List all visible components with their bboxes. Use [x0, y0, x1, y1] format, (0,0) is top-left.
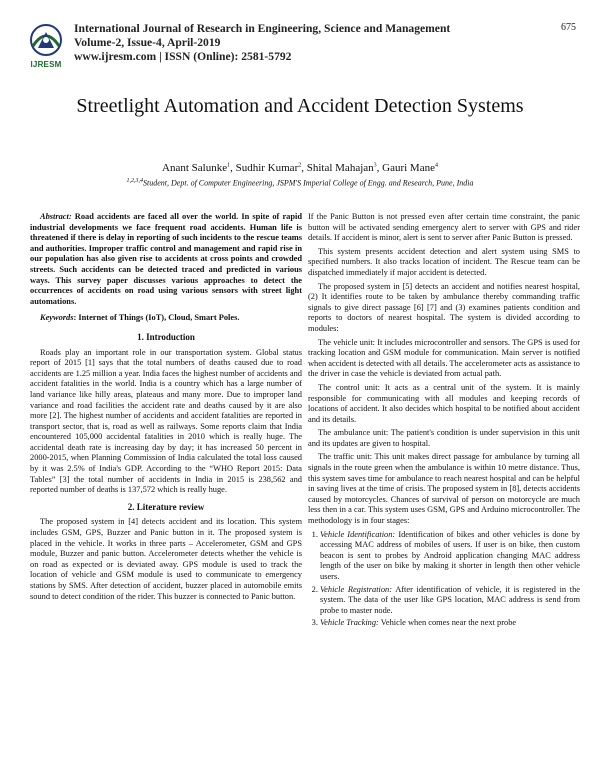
affiliation: [40, 178, 560, 188]
author-sup: 2: [298, 162, 302, 169]
journal-logo: [24, 22, 68, 70]
author-sup: 3: [373, 162, 377, 169]
author: Sudhir Kumar: [235, 162, 299, 174]
journal-name: International Journal of Research in Engineering, Science and Management: [74, 22, 451, 35]
journal-header: [24, 22, 576, 70]
paragraph: The proposed system in [5] detects an accident and notifies nearest hospital, (2) It identifies route to be taken by ambulance thereby commanding traffic signals to give direct passage [6] [7] and (3) examines patients condition and reports to doctors of nearest hospital. The system is divided according to modules:: [308, 281, 580, 333]
list-item: [320, 618, 580, 629]
keywords-label: Keywords: [40, 313, 74, 323]
paragraph: The vehicle unit: It includes microcontroller and sensors. The GPS is used for tracking location and GSM module for communication. Main server is notified when accident is detected with all details. The accelerometer acts as assistance to the driver in case the vehicle is deviated from actual path.: [308, 337, 580, 379]
logo-emblem-icon: [24, 22, 68, 60]
journal-volume: Volume-2, Issue-4, April-2019: [74, 36, 221, 49]
paragraph: This system presents accident detection and alert system using SMS to specified numbers. It also tracks location of incident. The Rescue team can be dispatched immediately if major accident is detected.: [308, 246, 580, 277]
literature-paragraph: The proposed system in [4] detects accident and its location. This system includes GSM, GPS, Buzzer and Panic button in it. The proposed system is placed in the vehicle. It works in three parts – Accelerometer, GSM and GPS module, Buzzer and panic button. Accelerometer detects whether the vehicle is on road as expected or is deviated away. GPS module is used to track the location of vehicle and GSM module is used to communicate to emergency stations by SMS. After detection of accident, buzzer placed in automobile emits sound to detect condition of the rider. This buzzer is connected to Panic button.: [30, 517, 302, 601]
keywords: [30, 313, 302, 324]
paragraph: The control unit: It acts as a central unit of the system. It is mainly responsible for communicating with all modules and keeping records of locations of accident. It also decides which hospital to be notified about accident and its details.: [308, 382, 580, 424]
stage-text: Vehicle when comes near the next probe: [378, 618, 517, 628]
page-number: 675: [561, 22, 576, 33]
author: Anant Salunke: [162, 162, 228, 174]
paragraph: The ambulance unit: The patient's condition is under supervision in this unit and its updates are given to hospital.: [308, 428, 580, 448]
stage-text: After identification of vehicle, it is registered in the system. The data of the user like GPS location, MAC address is send from probe to master node.: [320, 584, 580, 615]
right-column: [308, 212, 580, 631]
stage-label: Vehicle Tracking:: [320, 618, 379, 628]
abstract: [30, 212, 302, 307]
affiliation-text: Student, Dept. of Computer Engineering, JSPM'S Imperial College of Engg. and Research, Pune, India: [143, 178, 474, 188]
logo-text: IJRESM: [30, 60, 62, 69]
abstract-text: Road accidents are faced all over the world. In spite of rapid industrial developments we face frequent road accidents. Human life is threatened if there is delay in reporting of such incidents to the rescue teams and authorities. Improper traffic control and management and rapid rise in our population has also given rise to accidents at cross points and crowded streets. Such accidents can be detected traced and predicted in various ways. This survey paper discusses various approaches to detect the occurrences of accidents on road using various sensors with street light automations.: [30, 212, 302, 306]
section-heading-literature: 2. Literature review: [127, 501, 205, 512]
keywords-text: : Internet of Things (IoT), Cloud, Smart Poles.: [73, 313, 240, 323]
list-item: [320, 530, 580, 583]
author: Shital Mahajan: [306, 162, 374, 174]
abstract-label: Abstract:: [40, 212, 72, 221]
list-item: [320, 585, 580, 617]
stage-label: Vehicle Identification:: [320, 529, 396, 539]
left-column: [30, 212, 302, 605]
paragraph: The traffic unit: This unit makes direct passage for ambulance by turning all signals in the route green when the ambulance is within 10 metre distance. Thus, this system saves time for ambulance to reach nearest hospital and can be helpful in saving lives at the time of crisis. The proposed system in [8], detects accidents caused by motorcycles. Chances of survival of person on motorcycle are much less then in a car. This system uses GSM, GPS and Arduino microcontroller. The methodology is in four stages:: [308, 452, 580, 526]
paper-title: Streetlight Automation and Accident Detection Systems: [76, 95, 524, 117]
journal-info: [74, 22, 450, 64]
section-heading-introduction: 1. Introduction: [137, 331, 195, 342]
author-sup: 1: [227, 162, 231, 169]
introduction-paragraph: Roads play an important role in our transportation system. Global status report of 2015 [1] says that the total numbers of deaths caused due to road accidents are 1.25 million a year. India faces the highest number of accidents and accident fatalities in the world. India is a country which has a large number of land variance like hilly areas, plateaus and many more. Due to improper land variance and road facilities the accident rate and deaths caused by it are also more [2]. The highest number of accidents and accident fatalities are reported in transport sector, that is, road as well as railways. Some reports claim that India encountered 105,000 accidental fatalities in 2010 which is really huge. The accidental death rate is increasing day by day; it has increased 50 percent in 2000-2015, when Planning Commission of India calculated the total loss caused by it was 2.5% of India's GDP. According to the “WHO Report 2015: Data Tables” [3] the total number of accidents in India in 2015 is 238,562 and reported number of deaths is 137,572 which is really huge.: [30, 347, 302, 495]
stage-list: [308, 530, 580, 629]
stage-label: Vehicle Registration:: [320, 584, 393, 594]
paragraph: If the Panic Button is not pressed even after certain time constraint, the panic button will be activated sending emergency alert to server with GPS and rider details. If accident is minor, alert is sent to server after Panic Button is pressed.: [308, 212, 580, 243]
author: Gauri Mane: [382, 162, 435, 174]
journal-website: www.ijresm.com | ISSN (Online): 2581-5792: [74, 50, 292, 63]
stage-text: Identification of bikes and other vehicles is done by accessing MAC address of mobiles of users. If user is on bike, then custom beacon is sent to probes by Android application changing MAC address length of the user on bike by making it shorter in length then other vehicle users.: [320, 529, 581, 581]
author-sup: 4: [434, 162, 438, 169]
affiliation-sup: 1,2,3,4: [126, 178, 144, 184]
author-list: Anant Salunke$^1$, Sudhir Kumar$^2$, Shital Mahajan$^3$, Gauri Mane$^4$: [162, 162, 438, 174]
